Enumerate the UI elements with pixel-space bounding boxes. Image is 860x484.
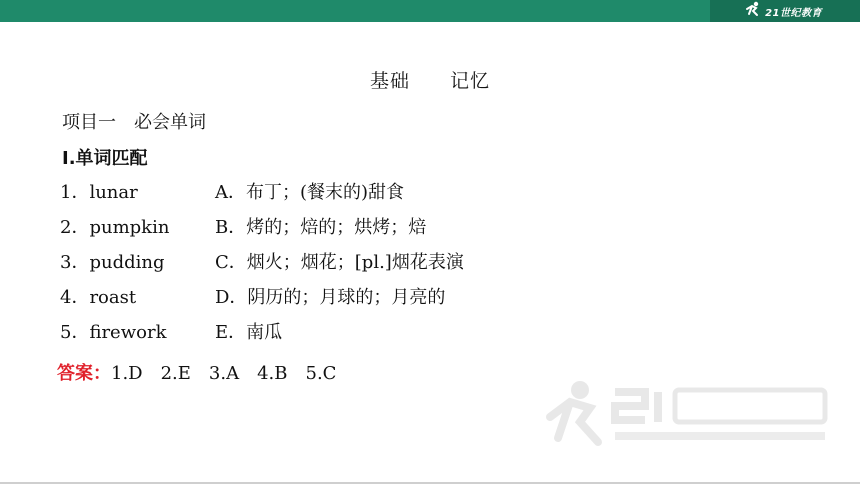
word-item: 5．firework xyxy=(60,322,167,343)
word-item: 4．roast xyxy=(60,287,137,308)
exercise-title: Ⅰ.单词匹配 xyxy=(62,148,148,169)
answer-text: 1.D 2.E 3.A 4.B 5.C xyxy=(111,363,337,384)
page-heading: 基础 记忆 xyxy=(369,70,490,92)
brand-name: 21世纪教育 xyxy=(765,7,822,19)
brand-logo xyxy=(744,2,822,20)
definition-item: B．烤的；焙的；烘烤；焙 xyxy=(215,217,427,238)
word-item: 3．pudding xyxy=(60,252,165,273)
answer-label: 答案： xyxy=(57,363,111,384)
runner-icon xyxy=(744,1,762,21)
section-title: 项目一 必会单词 xyxy=(62,112,206,133)
definition-item: C．烟火；烟花；[pl.]烟花表演 xyxy=(215,252,464,273)
word-item: 1．lunar xyxy=(60,182,138,203)
definition-item: E．南瓜 xyxy=(215,322,283,343)
watermark-logo xyxy=(540,372,840,452)
word-item: 2．pumpkin xyxy=(60,217,170,238)
definition-item: D．阴历的；月球的；月亮的 xyxy=(215,287,446,308)
answer-line xyxy=(57,359,336,385)
definition-item: A．布丁；(餐末的)甜食 xyxy=(215,182,405,203)
top-banner xyxy=(0,0,860,22)
